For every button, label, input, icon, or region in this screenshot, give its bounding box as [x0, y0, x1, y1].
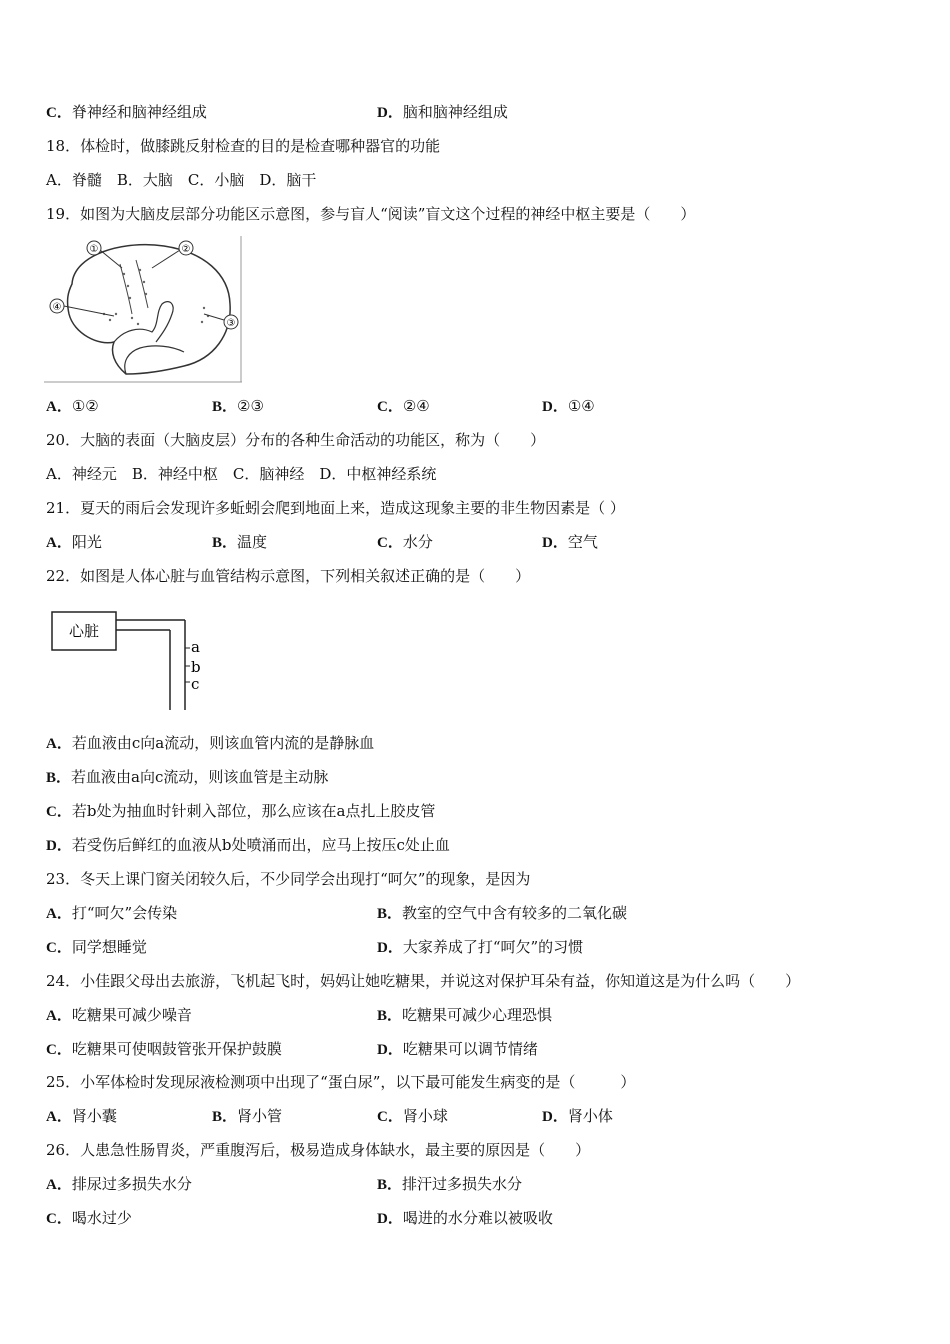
option-text: 若血液由a向c流动，则该血管是主动脉 — [71, 768, 329, 786]
option-text: ②③ — [237, 397, 264, 415]
q19-option-d — [542, 396, 595, 417]
option-text: 吃糖果可减少心理恐惧 — [402, 1006, 553, 1024]
q17-option-c — [46, 102, 207, 123]
option-text: 排尿过多损失水分 — [71, 1175, 192, 1193]
option-label: C． — [46, 804, 72, 820]
q20-stem: 20．大脑的表面（大脑皮层）分布的各种生命活动的功能区，称为（ ） — [46, 431, 546, 449]
q20-options: A．神经元 B．神经中枢 C．脑神经 D．中枢神经系统 — [46, 465, 437, 483]
option-text: 温度 — [237, 533, 268, 551]
option-label: B． — [212, 399, 238, 415]
option-text: 肾小囊 — [71, 1107, 117, 1125]
q24-option-c — [46, 1039, 282, 1060]
q21-option-d — [542, 532, 598, 553]
q21-option-b — [212, 532, 267, 553]
option-label: A． — [46, 736, 72, 752]
option-text: 大家养成了打“呵欠”的习惯 — [402, 938, 584, 956]
q22-option-c — [46, 801, 435, 822]
option-text: 喝水过少 — [71, 1209, 132, 1227]
option-text: 肾小球 — [402, 1107, 448, 1125]
q23-option-c — [46, 937, 147, 958]
option-label: D． — [46, 838, 72, 854]
option-text: 脊神经和脑神经组成 — [71, 103, 207, 121]
option-text: 空气 — [567, 533, 598, 551]
q23-option-d — [377, 937, 583, 958]
option-label: C． — [46, 1042, 72, 1058]
option-text: 若血液由c向a流动，则该血管内流的是静脉血 — [71, 734, 375, 752]
q26-option-b — [377, 1174, 522, 1195]
option-label: C． — [46, 1211, 72, 1227]
q22-option-b — [46, 767, 328, 788]
option-text: 教室的空气中含有较多的二氧化碳 — [402, 904, 628, 922]
q22-stem: 22．如图是人体心脏与血管结构示意图，下列相关叙述正确的是（ ） — [46, 567, 531, 585]
option-text: ②④ — [402, 397, 430, 415]
option-label: D． — [377, 1042, 403, 1058]
option-text: ①④ — [567, 397, 595, 415]
q17-option-d — [377, 102, 508, 123]
q23-option-a — [46, 903, 177, 924]
q25-option-a — [46, 1106, 117, 1127]
q24-option-a — [46, 1005, 192, 1026]
q26-option-a — [46, 1174, 192, 1195]
point-b: b — [191, 658, 201, 676]
option-label: A． — [46, 906, 72, 922]
option-label: A． — [46, 535, 72, 551]
option-text: 吃糖果可减少噪音 — [71, 1006, 192, 1024]
option-text: 肾小管 — [237, 1107, 283, 1125]
option-label: A． — [46, 399, 72, 415]
q24-option-b — [377, 1005, 552, 1026]
q25-option-c — [377, 1106, 448, 1127]
option-label: B． — [377, 1008, 403, 1024]
q21-option-a — [46, 532, 102, 553]
q24-stem: 24．小佳跟父母出去旅游，飞机起飞时，妈妈让她吃糖果，并说这对保护耳朵有益，你知道这是为什么吗（ ） — [46, 972, 801, 990]
q22-option-d — [46, 835, 450, 856]
option-label: C． — [377, 535, 403, 551]
option-label: C． — [377, 1109, 403, 1125]
option-label: A． — [46, 1177, 72, 1193]
option-text: 若受伤后鲜红的血液从b处喷涌而出，应马上按压c处止血 — [71, 836, 450, 854]
q26-option-d — [377, 1208, 553, 1229]
q19-stem: 19．如图为大脑皮层部分功能区示意图，参与盲人“阅读”盲文这个过程的神经中枢主要是（ ） — [46, 205, 696, 223]
option-text: 打“呵欠”会传染 — [71, 904, 178, 922]
q25-stem: 25．小军体检时发现尿液检测项中出现了“蛋白尿”，以下最可能发生病变的是（ ） — [46, 1073, 636, 1091]
option-label: D． — [377, 1211, 403, 1227]
q18-options: A．脊髓 B．大脑 C．小脑 D．脑干 — [46, 171, 317, 189]
option-text: 排汗过多损失水分 — [402, 1175, 523, 1193]
q23-option-b — [377, 903, 627, 924]
option-label: B． — [377, 1177, 403, 1193]
q26-stem: 26．人患急性肠胃炎，严重腹泻后，极易造成身体缺水，最主要的原因是（ ） — [46, 1141, 591, 1159]
q25-option-b — [212, 1106, 282, 1127]
option-text: 水分 — [402, 533, 433, 551]
option-text: ①② — [71, 397, 99, 415]
q25-option-d — [542, 1106, 613, 1127]
option-label: C． — [46, 940, 72, 956]
option-text: 阳光 — [71, 533, 102, 551]
q19-option-a — [46, 396, 99, 417]
mark-2: ② — [181, 244, 191, 255]
q26-option-c — [46, 1208, 132, 1229]
brain-cortex-figure — [44, 234, 244, 384]
mark-3: ③ — [226, 318, 236, 329]
option-label: D． — [377, 940, 403, 956]
option-label: B． — [212, 535, 238, 551]
option-text: 脑和脑神经组成 — [402, 103, 508, 121]
option-label: B． — [212, 1109, 238, 1125]
option-text: 肾小体 — [567, 1107, 613, 1125]
option-label: A． — [46, 1008, 72, 1024]
option-text: 喝进的水分难以被吸收 — [402, 1209, 553, 1227]
option-text: 吃糖果可使咽鼓管张开保护鼓膜 — [71, 1040, 282, 1058]
option-label: D． — [542, 535, 568, 551]
option-label: C． — [46, 105, 72, 121]
heart-vessel-figure — [50, 610, 220, 712]
q23-stem: 23．冬天上课门窗关闭较久后，不少同学会出现打“呵欠”的现象，是因为 — [46, 870, 531, 888]
option-label: B． — [377, 906, 403, 922]
option-label: A． — [46, 1109, 72, 1125]
point-c: c — [191, 675, 200, 693]
q24-option-d — [377, 1039, 538, 1060]
option-text: 同学想睡觉 — [71, 938, 147, 956]
option-label: C． — [377, 399, 403, 415]
option-label: D． — [542, 1109, 568, 1125]
option-label: D． — [377, 105, 403, 121]
option-label: D． — [542, 399, 568, 415]
q21-stem: 21．夏天的雨后会发现许多蚯蚓会爬到地面上来，造成这现象主要的非生物因素是（ ） — [46, 499, 625, 517]
point-a: a — [191, 638, 200, 656]
q22-option-a — [46, 733, 374, 754]
option-text: 吃糖果可以调节情绪 — [402, 1040, 538, 1058]
q19-option-c — [377, 396, 430, 417]
heart-label: 心脏 — [68, 622, 100, 640]
option-label: B． — [46, 770, 72, 786]
option-text: 若b处为抽血时针刺入部位，那么应该在a点扎上胶皮管 — [71, 802, 436, 820]
q19-option-b — [212, 396, 264, 417]
q18-stem: 18．体检时，做膝跳反射检查的目的是检查哪种器官的功能 — [46, 137, 441, 155]
mark-1: ① — [89, 244, 99, 255]
q21-option-c — [377, 532, 433, 553]
mark-4: ④ — [52, 302, 62, 313]
